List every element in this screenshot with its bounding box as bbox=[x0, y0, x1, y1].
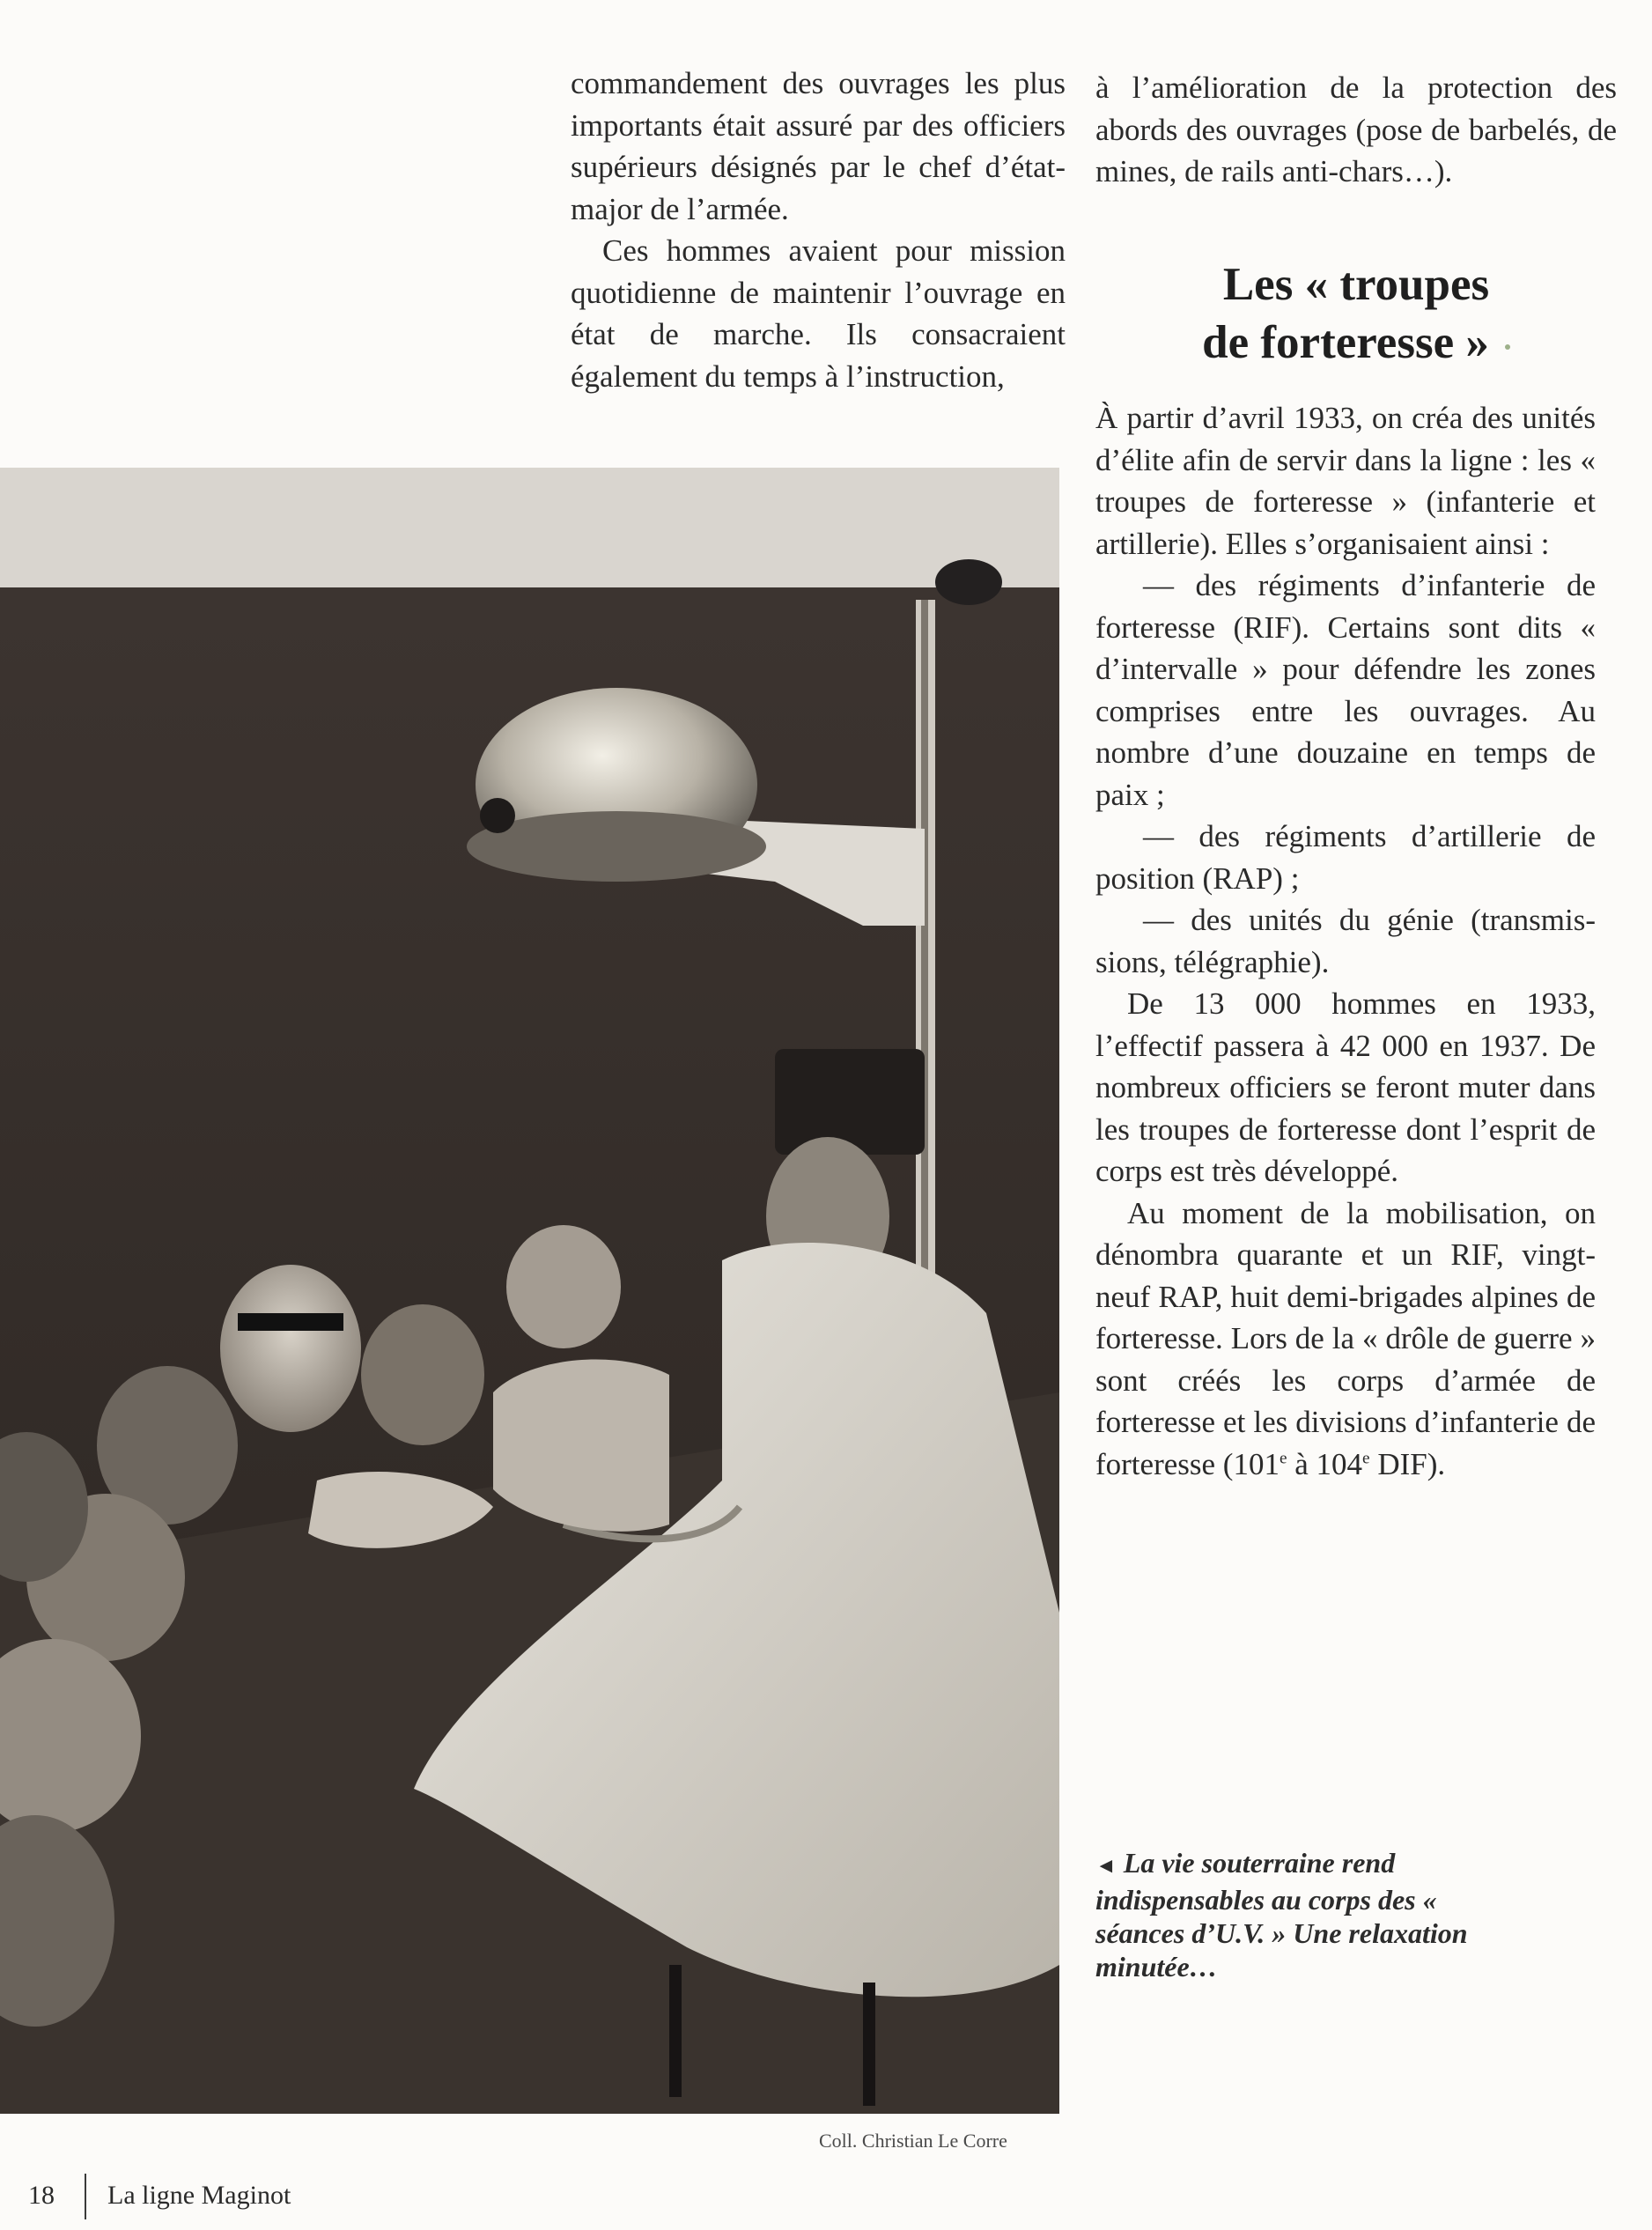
paragraph-mission: Ces hommes avaient pour mission quotidienne de maintenir l’ouvrage en état de marche. Ils consacraient également du temps à l’instruction, bbox=[571, 233, 1066, 394]
paragraph-rap: — des régiments d’artillerie de position (RAP) ; bbox=[1095, 819, 1596, 896]
photo-credit: Coll. Christian Le Corre bbox=[819, 2130, 1007, 2152]
decorative-dot bbox=[1505, 344, 1510, 350]
caption-text: La vie souterraine rend indispensables au corps des « séances d’U.V. » Une relaxation minutée… bbox=[1095, 1847, 1468, 1983]
footer-divider bbox=[85, 2174, 86, 2219]
running-title: La ligne Maginot bbox=[107, 2181, 291, 2210]
section-heading bbox=[1095, 255, 1617, 372]
caption-arrow-icon: ◄ bbox=[1095, 1855, 1117, 1878]
paragraph-commandement: commandement des ouvrages les plus importants était assuré par des officiers supérieurs désignés par le chef d’état-major de l’armée. bbox=[571, 66, 1066, 226]
paragraph-amelioration: à l’amélioration de la protection des abords des ouvrages (pose de barbelés, de mines, de rails anti-chars…). bbox=[1095, 70, 1617, 188]
mobilisation-text: Au moment de la mobilisation, on dénombra quarante et un RIF, vingt-neuf RAP, huit demi-brigades alpines de forteresse. Lors de la « drôle de guerre » sont créés les corps d’armée de forteresse et les divisions d’infanterie de forteresse bbox=[1095, 1195, 1596, 1481]
paragraph-genie: — des unités du génie (transmissions, télégraphie). bbox=[1095, 903, 1596, 979]
photo-caption bbox=[1095, 1846, 1483, 1983]
right-column-main-text bbox=[1095, 397, 1596, 1485]
paragraph-mobilisation bbox=[1095, 1193, 1596, 1486]
photo-uv-session bbox=[0, 468, 1059, 2114]
paragraph-avril-1933: À partir d’avril 1933, on créa des unités d’élite afin de servir dans la ligne : les « troupes de forteresse » (infanterie et artillerie). Elles s’organisaient ainsi : bbox=[1095, 401, 1596, 561]
dif-pre: (101 bbox=[1222, 1446, 1280, 1481]
dif-sup-1: e bbox=[1279, 1448, 1287, 1467]
dif-sup-2: e bbox=[1362, 1448, 1370, 1467]
heading-line-1: Les « troupes bbox=[1222, 259, 1490, 310]
page-number: 18 bbox=[28, 2181, 55, 2210]
heading-line-2: de forteresse » bbox=[1202, 317, 1489, 368]
dif-mid: à 104 bbox=[1287, 1446, 1363, 1481]
dif-post: DIF). bbox=[1369, 1446, 1446, 1481]
paragraph-effectif: De 13 000 hommes en 1933, l’effectif passera à 42 000 en 1937. De nombreux officiers se feront muter dans les troupes de forteresse dont l’esprit de corps est très développé. bbox=[1095, 986, 1596, 1188]
paragraph-rif: — des régiments d’infanterie de forteresse (RIF). Certains sont dits « d’intervalle » pour défendre les zones comprises entre les ouvrages. Au nombre d’une douzaine en temps de paix ; bbox=[1095, 568, 1596, 812]
right-column-top-text bbox=[1095, 67, 1617, 193]
left-column-top-text bbox=[571, 63, 1066, 397]
